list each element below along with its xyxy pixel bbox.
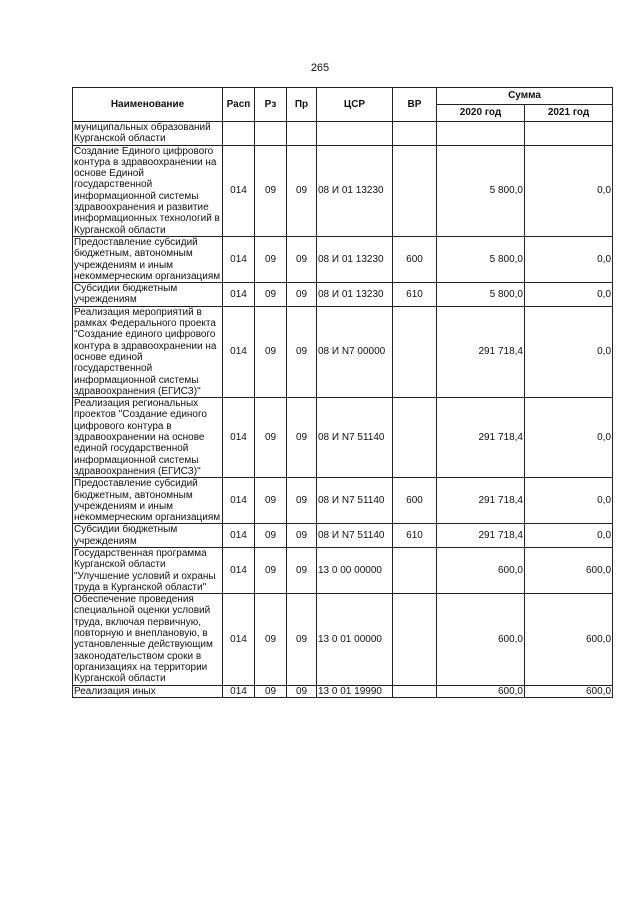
cell-csr: 08 И N7 51140 xyxy=(317,398,393,478)
cell-pr: 09 xyxy=(287,306,317,397)
cell-sum-2021: 0,0 xyxy=(525,236,613,282)
cell-name: Государственная программа Курганской области "Улучшение условий и охраны труда в Курганской области" xyxy=(73,547,223,593)
cell-csr: 08 И N7 51140 xyxy=(317,524,393,548)
cell-sum-2020: 291 718,4 xyxy=(437,524,525,548)
cell-sum-2020: 5 800,0 xyxy=(437,145,525,236)
table-header xyxy=(73,88,613,122)
cell-rasp: 014 xyxy=(223,478,255,524)
cell-vr xyxy=(393,306,437,397)
cell-name: Реализация иных xyxy=(73,685,223,697)
header-rz: Рз xyxy=(255,88,287,122)
table-row xyxy=(73,685,613,697)
cell-rasp: 014 xyxy=(223,306,255,397)
cell-sum-2021: 0,0 xyxy=(525,398,613,478)
cell-pr: 09 xyxy=(287,685,317,697)
cell-sum-2020: 291 718,4 xyxy=(437,398,525,478)
cell-rz: 09 xyxy=(255,283,287,307)
cell-sum-2021: 600,0 xyxy=(525,547,613,593)
cell-vr xyxy=(393,122,437,146)
cell-vr xyxy=(393,547,437,593)
cell-csr: 08 И 01 13230 xyxy=(317,283,393,307)
cell-pr xyxy=(287,122,317,146)
cell-vr xyxy=(393,594,437,685)
cell-vr: 600 xyxy=(393,236,437,282)
cell-csr: 08 И N7 51140 xyxy=(317,478,393,524)
cell-rasp: 014 xyxy=(223,398,255,478)
cell-name: муниципальных образований Курганской области xyxy=(73,122,223,146)
cell-name: Предоставление субсидий бюджетным, автономным учреждениям и иным некоммерческим организациям xyxy=(73,236,223,282)
cell-rz: 09 xyxy=(255,398,287,478)
cell-csr: 08 И 01 13230 xyxy=(317,145,393,236)
table-body xyxy=(73,122,613,698)
table-row xyxy=(73,398,613,478)
cell-pr: 09 xyxy=(287,398,317,478)
cell-rz: 09 xyxy=(255,547,287,593)
cell-pr: 09 xyxy=(287,283,317,307)
cell-rz: 09 xyxy=(255,685,287,697)
header-year-2021: 2021 год xyxy=(525,105,613,122)
header-vr: ВР xyxy=(393,88,437,122)
cell-rasp: 014 xyxy=(223,594,255,685)
cell-rz xyxy=(255,122,287,146)
cell-name: Субсидии бюджетным учреждениям xyxy=(73,524,223,548)
table-row xyxy=(73,283,613,307)
table-row xyxy=(73,478,613,524)
cell-sum-2020: 600,0 xyxy=(437,594,525,685)
cell-vr: 610 xyxy=(393,524,437,548)
cell-rasp: 014 xyxy=(223,236,255,282)
cell-rz: 09 xyxy=(255,524,287,548)
cell-sum-2021: 0,0 xyxy=(525,524,613,548)
header-year-2020: 2020 год xyxy=(437,105,525,122)
cell-rasp: 014 xyxy=(223,283,255,307)
cell-rasp: 014 xyxy=(223,145,255,236)
budget-table xyxy=(72,87,613,698)
header-csr: ЦСР xyxy=(317,88,393,122)
cell-rz: 09 xyxy=(255,306,287,397)
page-number: 265 xyxy=(310,62,330,74)
cell-name: Обеспечение проведения специальной оценки условий труда, включая первичную, повторную и внеплановую, в установленные действующим законодательством сроки в организациях на территории Курганской области xyxy=(73,594,223,685)
cell-sum-2020: 5 800,0 xyxy=(437,283,525,307)
cell-sum-2021: 0,0 xyxy=(525,145,613,236)
cell-sum-2021: 0,0 xyxy=(525,478,613,524)
cell-name: Предоставление субсидий бюджетным, автономным учреждениям и иным некоммерческим организациям xyxy=(73,478,223,524)
cell-sum-2021 xyxy=(525,122,613,146)
cell-sum-2020: 291 718,4 xyxy=(437,306,525,397)
cell-sum-2021: 600,0 xyxy=(525,594,613,685)
header-name: Наименование xyxy=(73,88,223,122)
table-row xyxy=(73,236,613,282)
cell-vr xyxy=(393,145,437,236)
table-row xyxy=(73,122,613,146)
cell-csr: 08 И N7 00000 xyxy=(317,306,393,397)
cell-csr: 13 0 01 00000 xyxy=(317,594,393,685)
cell-rz: 09 xyxy=(255,594,287,685)
header-pr: Пр xyxy=(287,88,317,122)
cell-vr: 600 xyxy=(393,478,437,524)
cell-sum-2021: 600,0 xyxy=(525,685,613,697)
cell-pr: 09 xyxy=(287,524,317,548)
cell-rz: 09 xyxy=(255,236,287,282)
cell-sum-2020 xyxy=(437,122,525,146)
cell-name: Создание Единого цифрового контура в здравоохранении на основе Единой государственной информационной системы здравоохранения и развитие информационных технологий в Курганской области xyxy=(73,145,223,236)
header-sum: Сумма xyxy=(437,88,613,105)
cell-sum-2020: 291 718,4 xyxy=(437,478,525,524)
cell-rasp xyxy=(223,122,255,146)
cell-name: Реализация мероприятий в рамках Федерального проекта "Создание единого цифрового контура в здравоохранении на основе единой государственной информационной системы здравоохранения (ЕГИСЗ)" xyxy=(73,306,223,397)
cell-vr xyxy=(393,398,437,478)
cell-name: Субсидии бюджетным учреждениям xyxy=(73,283,223,307)
cell-csr: 13 0 00 00000 xyxy=(317,547,393,593)
cell-rz: 09 xyxy=(255,478,287,524)
cell-pr: 09 xyxy=(287,236,317,282)
cell-csr: 08 И 01 13230 xyxy=(317,236,393,282)
cell-sum-2020: 600,0 xyxy=(437,685,525,697)
table-row xyxy=(73,547,613,593)
cell-csr: 13 0 01 19990 xyxy=(317,685,393,697)
cell-sum-2020: 5 800,0 xyxy=(437,236,525,282)
cell-name: Реализация региональных проектов "Создание единого цифрового контура в здравоохранении на основе единой государственной информационной системы здравоохранения (ЕГИСЗ)" xyxy=(73,398,223,478)
cell-pr: 09 xyxy=(287,145,317,236)
cell-pr: 09 xyxy=(287,594,317,685)
cell-rasp: 014 xyxy=(223,547,255,593)
cell-pr: 09 xyxy=(287,478,317,524)
cell-rz: 09 xyxy=(255,145,287,236)
table-row xyxy=(73,145,613,236)
table-row xyxy=(73,524,613,548)
cell-sum-2020: 600,0 xyxy=(437,547,525,593)
cell-sum-2021: 0,0 xyxy=(525,283,613,307)
cell-vr: 610 xyxy=(393,283,437,307)
cell-csr xyxy=(317,122,393,146)
cell-rasp: 014 xyxy=(223,524,255,548)
cell-sum-2021: 0,0 xyxy=(525,306,613,397)
cell-pr: 09 xyxy=(287,547,317,593)
table-row xyxy=(73,594,613,685)
cell-vr xyxy=(393,685,437,697)
cell-rasp: 014 xyxy=(223,685,255,697)
table-row xyxy=(73,306,613,397)
header-rasp: Расп xyxy=(223,88,255,122)
